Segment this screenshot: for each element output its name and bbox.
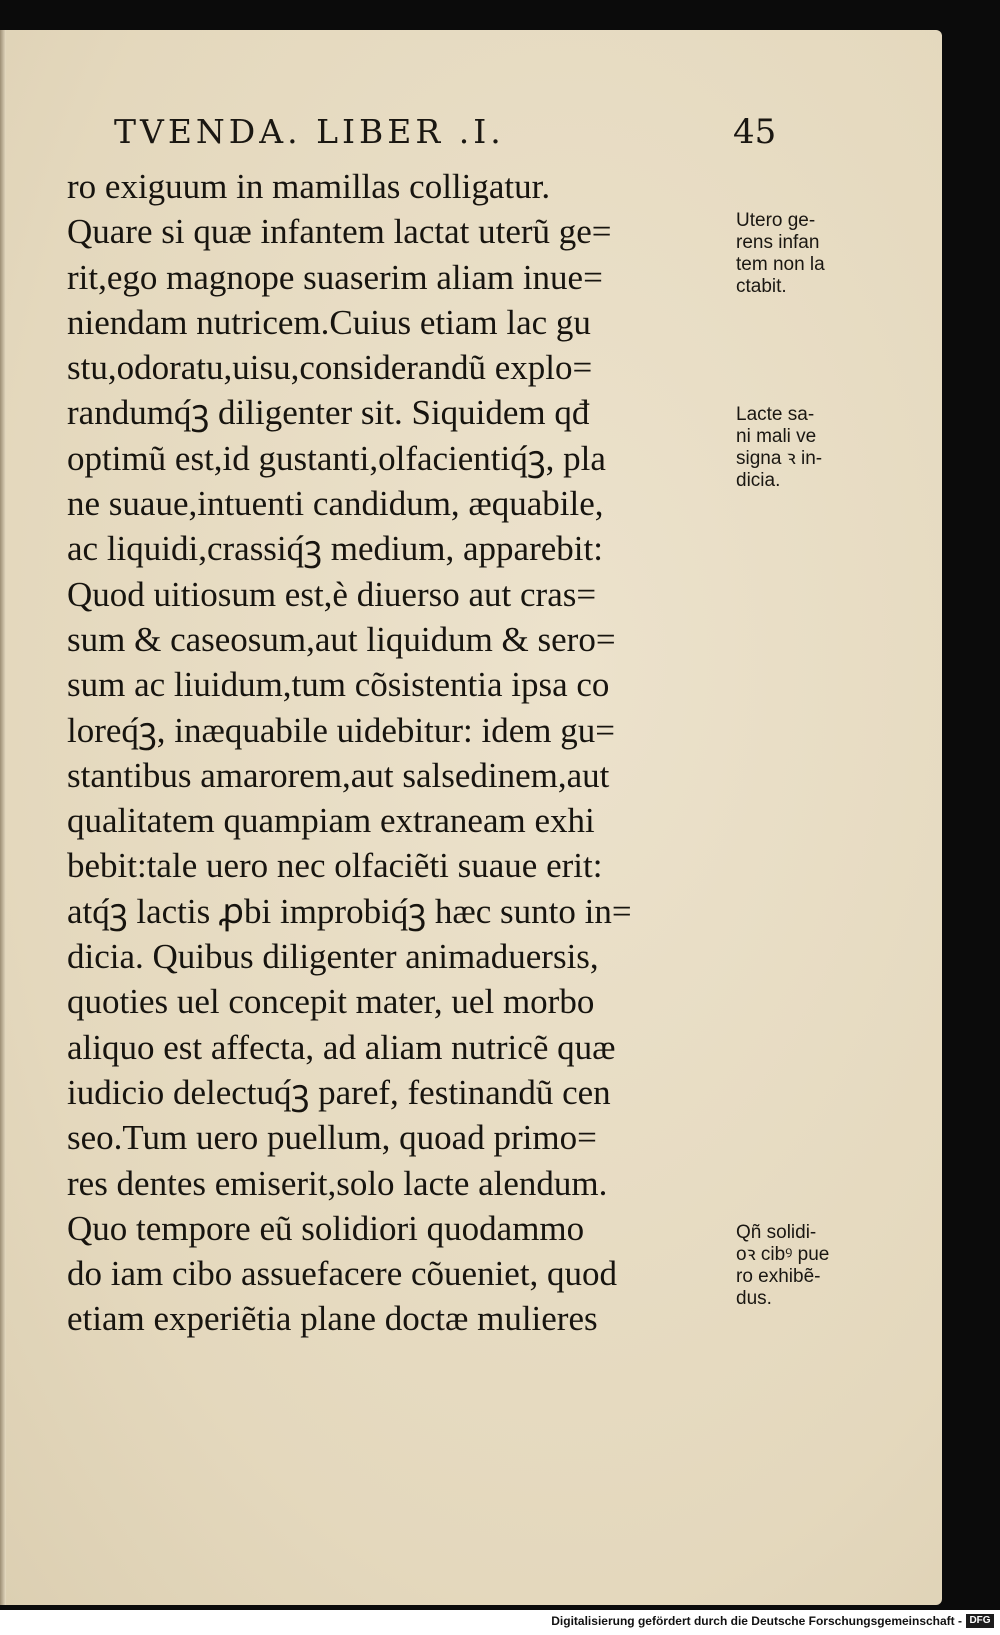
text-line: rit,ego magnope suaserim aliam inue= <box>67 257 603 297</box>
text-line: iudicio delectuq́ꝫ paref, festinandũ cen <box>67 1072 611 1112</box>
text-line: dicia. Quibus diligenter animaduersis, <box>67 937 599 977</box>
text-line: sum & caseosum,aut liquidum & sero= <box>67 619 616 659</box>
text-line: ro exiguum in mamillas colligatur. <box>67 167 551 206</box>
text-line: sum ac liuidum,tum cõsistentia ipsa co <box>67 665 610 705</box>
text-line: loreq́ꝫ, inæquabile uidebitur: idem gu= <box>67 710 615 750</box>
text-line: Quo tempore eũ solidiori quodammo <box>67 1208 585 1248</box>
text-line: stantibus amarorem,aut salsedinem,aut <box>67 755 610 795</box>
text-line: optimũ est,id gustanti,olfacientiq́ꝫ, pla <box>67 438 606 478</box>
text-line: qualitatem quampiam extraneam exhi <box>67 801 595 841</box>
text-line: aliquo est affecta, ad aliam nutricẽ quæ <box>67 1027 616 1067</box>
text-line: ac liquidi,crassiq́ꝫ medium, apparebit: <box>67 529 603 569</box>
note-line: Lacte sa- <box>736 404 815 425</box>
text-line: Quod uitiosum est,è diuerso aut cras= <box>67 574 597 614</box>
running-title: TVENDA. LIBER .I. <box>114 112 505 151</box>
text-line: bebit:tale uero nec olfaciẽti suaue erit: <box>67 846 603 886</box>
text-line: ne suaue,intuenti candidum, æquabile, <box>67 484 604 524</box>
text-line: randumq́ꝫ diligenter sit. Siquidem qđ <box>67 393 590 433</box>
note-line: Utero ge- <box>736 210 816 231</box>
marginal-note-pregnant-nurse <box>736 210 876 298</box>
text-line: etiam experiẽtia plane doctæ mulieres <box>67 1299 598 1339</box>
text-line: stu,odoratu,uisu,considerandũ explo= <box>67 348 593 388</box>
note-line: ctabit. <box>736 276 787 297</box>
note-line: oꝛ cibꝰ pue <box>736 1244 830 1265</box>
funding-note: Digitalisierung gefördert durch die Deutsche Forschungsgemeinschaft - <box>551 1614 962 1628</box>
text-line: res dentes emiserit,solo lacte alendum. <box>67 1163 608 1203</box>
text-line: quoties uel concepit mater, uel morbo <box>67 982 595 1022</box>
note-line: ni mali ve <box>736 426 817 447</box>
note-line: signa ꝛ in- <box>736 448 823 469</box>
note-line: tem non la <box>736 254 825 275</box>
marginal-note-milk-signs <box>736 404 876 492</box>
text-line: do iam cibo assuefacere cõueniet, quod <box>67 1254 618 1294</box>
note-line: rens infan <box>736 232 820 253</box>
dfg-logo: DFG <box>966 1614 994 1628</box>
note-line: ro exhibẽ- <box>736 1266 821 1287</box>
note-line: Qñ solidi- <box>736 1222 817 1243</box>
note-line: dus. <box>736 1288 772 1309</box>
text-line: Quare si quæ infantem lactat uterũ ge= <box>67 212 612 252</box>
page-gutter <box>0 30 6 1605</box>
page-number: 45 <box>733 112 777 152</box>
text-line: niendam nutricem.Cuius etiam lac gu <box>67 302 591 342</box>
note-line: dicia. <box>736 470 781 491</box>
text-line: atq́ꝫ lactis ꝓbi improbiq́ꝫ hæc sunto in= <box>67 891 632 931</box>
body-text <box>67 164 727 1342</box>
text-line: seo.Tum uero puellum, quoad primo= <box>67 1118 597 1158</box>
marginal-note-solid-food <box>736 1222 876 1310</box>
